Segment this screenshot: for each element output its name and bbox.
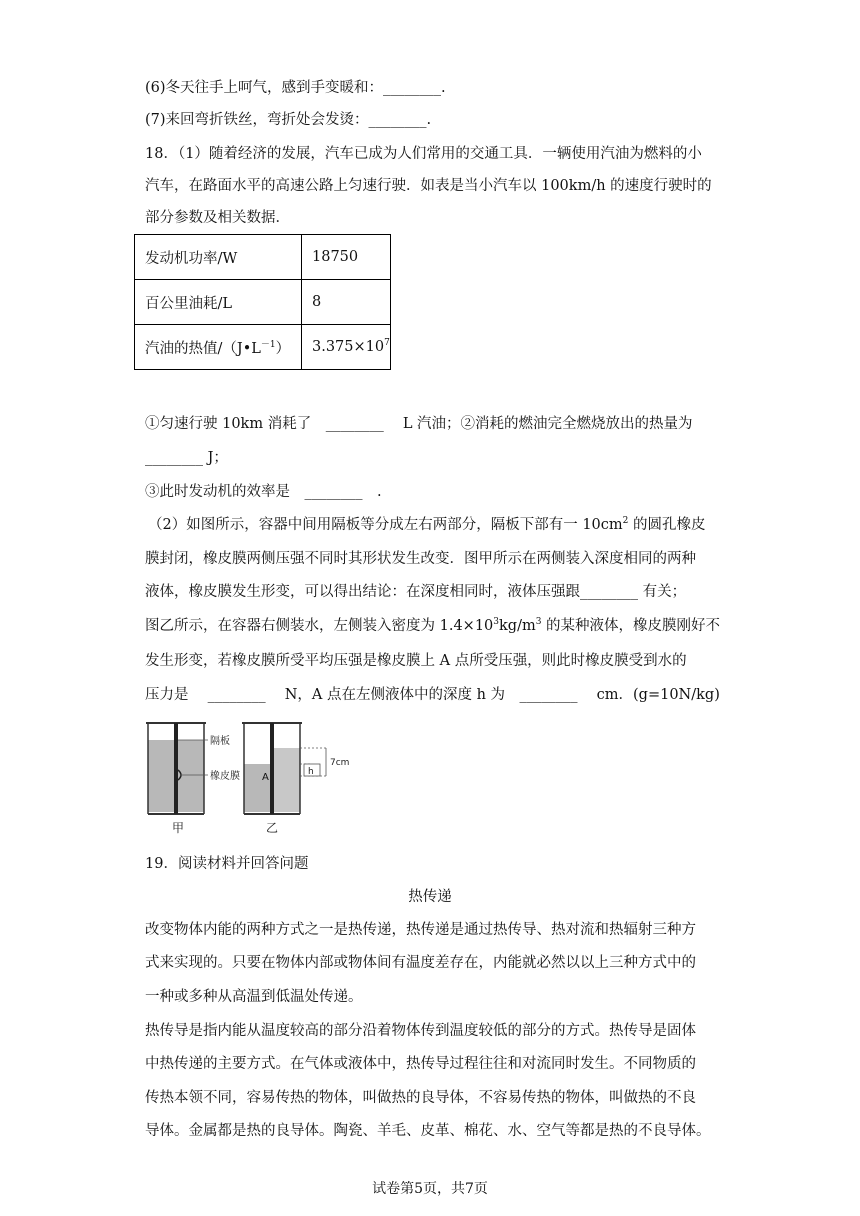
label-text-tail: ） [275,340,291,357]
label-7cm: 7cm [330,758,350,768]
page-footer: 试卷第5页，共7页 [372,1181,488,1197]
text-segment: 图乙所示，在容器右侧装水，左侧装入密度为 1.4×10 [145,618,494,634]
q18-answer-line-3: ③此时发动机的效率是 ________ . [145,484,382,500]
table-cell-label: 百公里油耗/L [135,280,302,325]
q19-heading: 19．阅读材料并回答问题 [145,856,309,872]
q19-paragraph-2-line-4: 导体。金属都是热的良导体。陶瓷、羊毛、皮革、棉花、水、空气等都是热的不良导体。 [145,1123,711,1139]
parameter-table [134,234,391,370]
q18-answer-line-2: ________ J； [145,450,228,466]
q18-part2-line-1 [148,515,706,535]
value-text: 3.375×10 [312,339,385,355]
q18-part2-line-3: 液体，橡皮膜发生形变，可以得出结论：在深度相同时，液体压强跟________ 有关； [145,584,687,600]
label-point-a: A [262,772,269,783]
q19-paragraph-2-line-1: 热传导是指内能从温度较高的部分沿着物体传到温度较低的部分的方式。热传导是固体 [145,1023,696,1039]
table-cell-value: 18750 [302,235,391,280]
caption-left: 甲 [172,821,185,835]
partition-right [270,723,274,814]
table-row [135,235,391,280]
q19-article-title: 热传递 [408,889,452,905]
container-figure [142,718,362,840]
label-h: h [308,767,314,777]
q18-intro-line-2: 汽车，在路面水平的高速公路上匀速行驶．如表是当小汽车以 100km/h 的速度行驶时的 [145,178,712,194]
q18-intro-line-1: 18．（1）随着经济的发展，汽车已成为人们常用的交通工具．一辆使用汽油为燃料的小 [145,146,702,162]
table-row [135,325,391,370]
q18-part2-line-5: 发生形变，若橡皮膜所受平均压强是橡皮膜上 A 点所受压强，则此时橡皮膜受到水的 [145,653,687,669]
q18-part2-line-4 [145,616,720,636]
table-cell-value [302,325,391,370]
q19-paragraph-1-line-2: 式来实现的。只要在物体内部或物体间有温度差存在，内能就必然以以上三种方式中的 [145,955,696,971]
label-superscript: －1 [260,339,276,350]
q19-paragraph-2-line-2: 中热传递的主要方式。在气体或液体中，热传导过程往往和对流同时发生。不同物质的 [145,1056,696,1072]
q19-paragraph-1-line-3: 一种或多种从高温到低温处传递。 [145,989,363,1005]
q18-part2-line-6: 压力是 ________ N，A 点在左侧液体中的深度 h 为 ________ cm．(g=10N/kg) [145,687,720,703]
text-segment: kg/m [499,618,536,634]
caption-right: 乙 [266,821,279,835]
q19-paragraph-2-line-3: 传热本领不同，容易传热的物体，叫做热的良导体，不容易传热的物体，叫做热的不良 [145,1090,696,1106]
text-segment: 的圆孔橡皮 [628,517,706,533]
q18-answer-line-1: ①匀速行驶 10km 消耗了 ________ L 汽油；②消耗的燃油完全燃烧放出的热量为 [145,416,693,432]
container-right [242,723,349,835]
q19-paragraph-1-line-1: 改变物体内能的两种方式之一是热传递，热传递是通过热传导、热对流和热辐射三种方 [145,922,696,938]
superscript: 3 [493,617,500,628]
q18-intro-line-3: 部分参数及相关数据． [145,210,290,226]
label-membrane: 橡皮膜 [210,771,240,782]
q17-item-6: (6)冬天往手上呵气，感到手变暖和：________. [145,80,446,96]
table-row [135,280,391,325]
text-segment: 的某种液体，橡皮膜刚好不 [541,618,721,634]
partition-left [174,723,178,814]
superscript: 2 [622,516,629,527]
table-cell-value: 8 [302,280,391,325]
liquid-right-right-side [272,748,300,812]
text-segment: （2）如图所示，容器中间用隔板等分成左右两部分，隔板下部有一 10cm [148,517,623,533]
table-cell-label: 发动机功率/W [135,235,302,280]
value-superscript: 7 [384,338,390,349]
label-partition: 隔板 [210,736,230,747]
container-left [146,723,240,835]
label-text: 汽油的热值/（J•L [145,340,261,357]
superscript: 3 [535,617,542,628]
q18-part2-line-2: 膜封闭，橡皮膜两侧压强不同时其形状发生改变．图甲所示在两侧装入深度相同的两种 [145,551,696,567]
q17-item-7: (7)来回弯折铁丝，弯折处会发烫：________. [145,112,432,128]
table-cell-label [135,325,302,370]
